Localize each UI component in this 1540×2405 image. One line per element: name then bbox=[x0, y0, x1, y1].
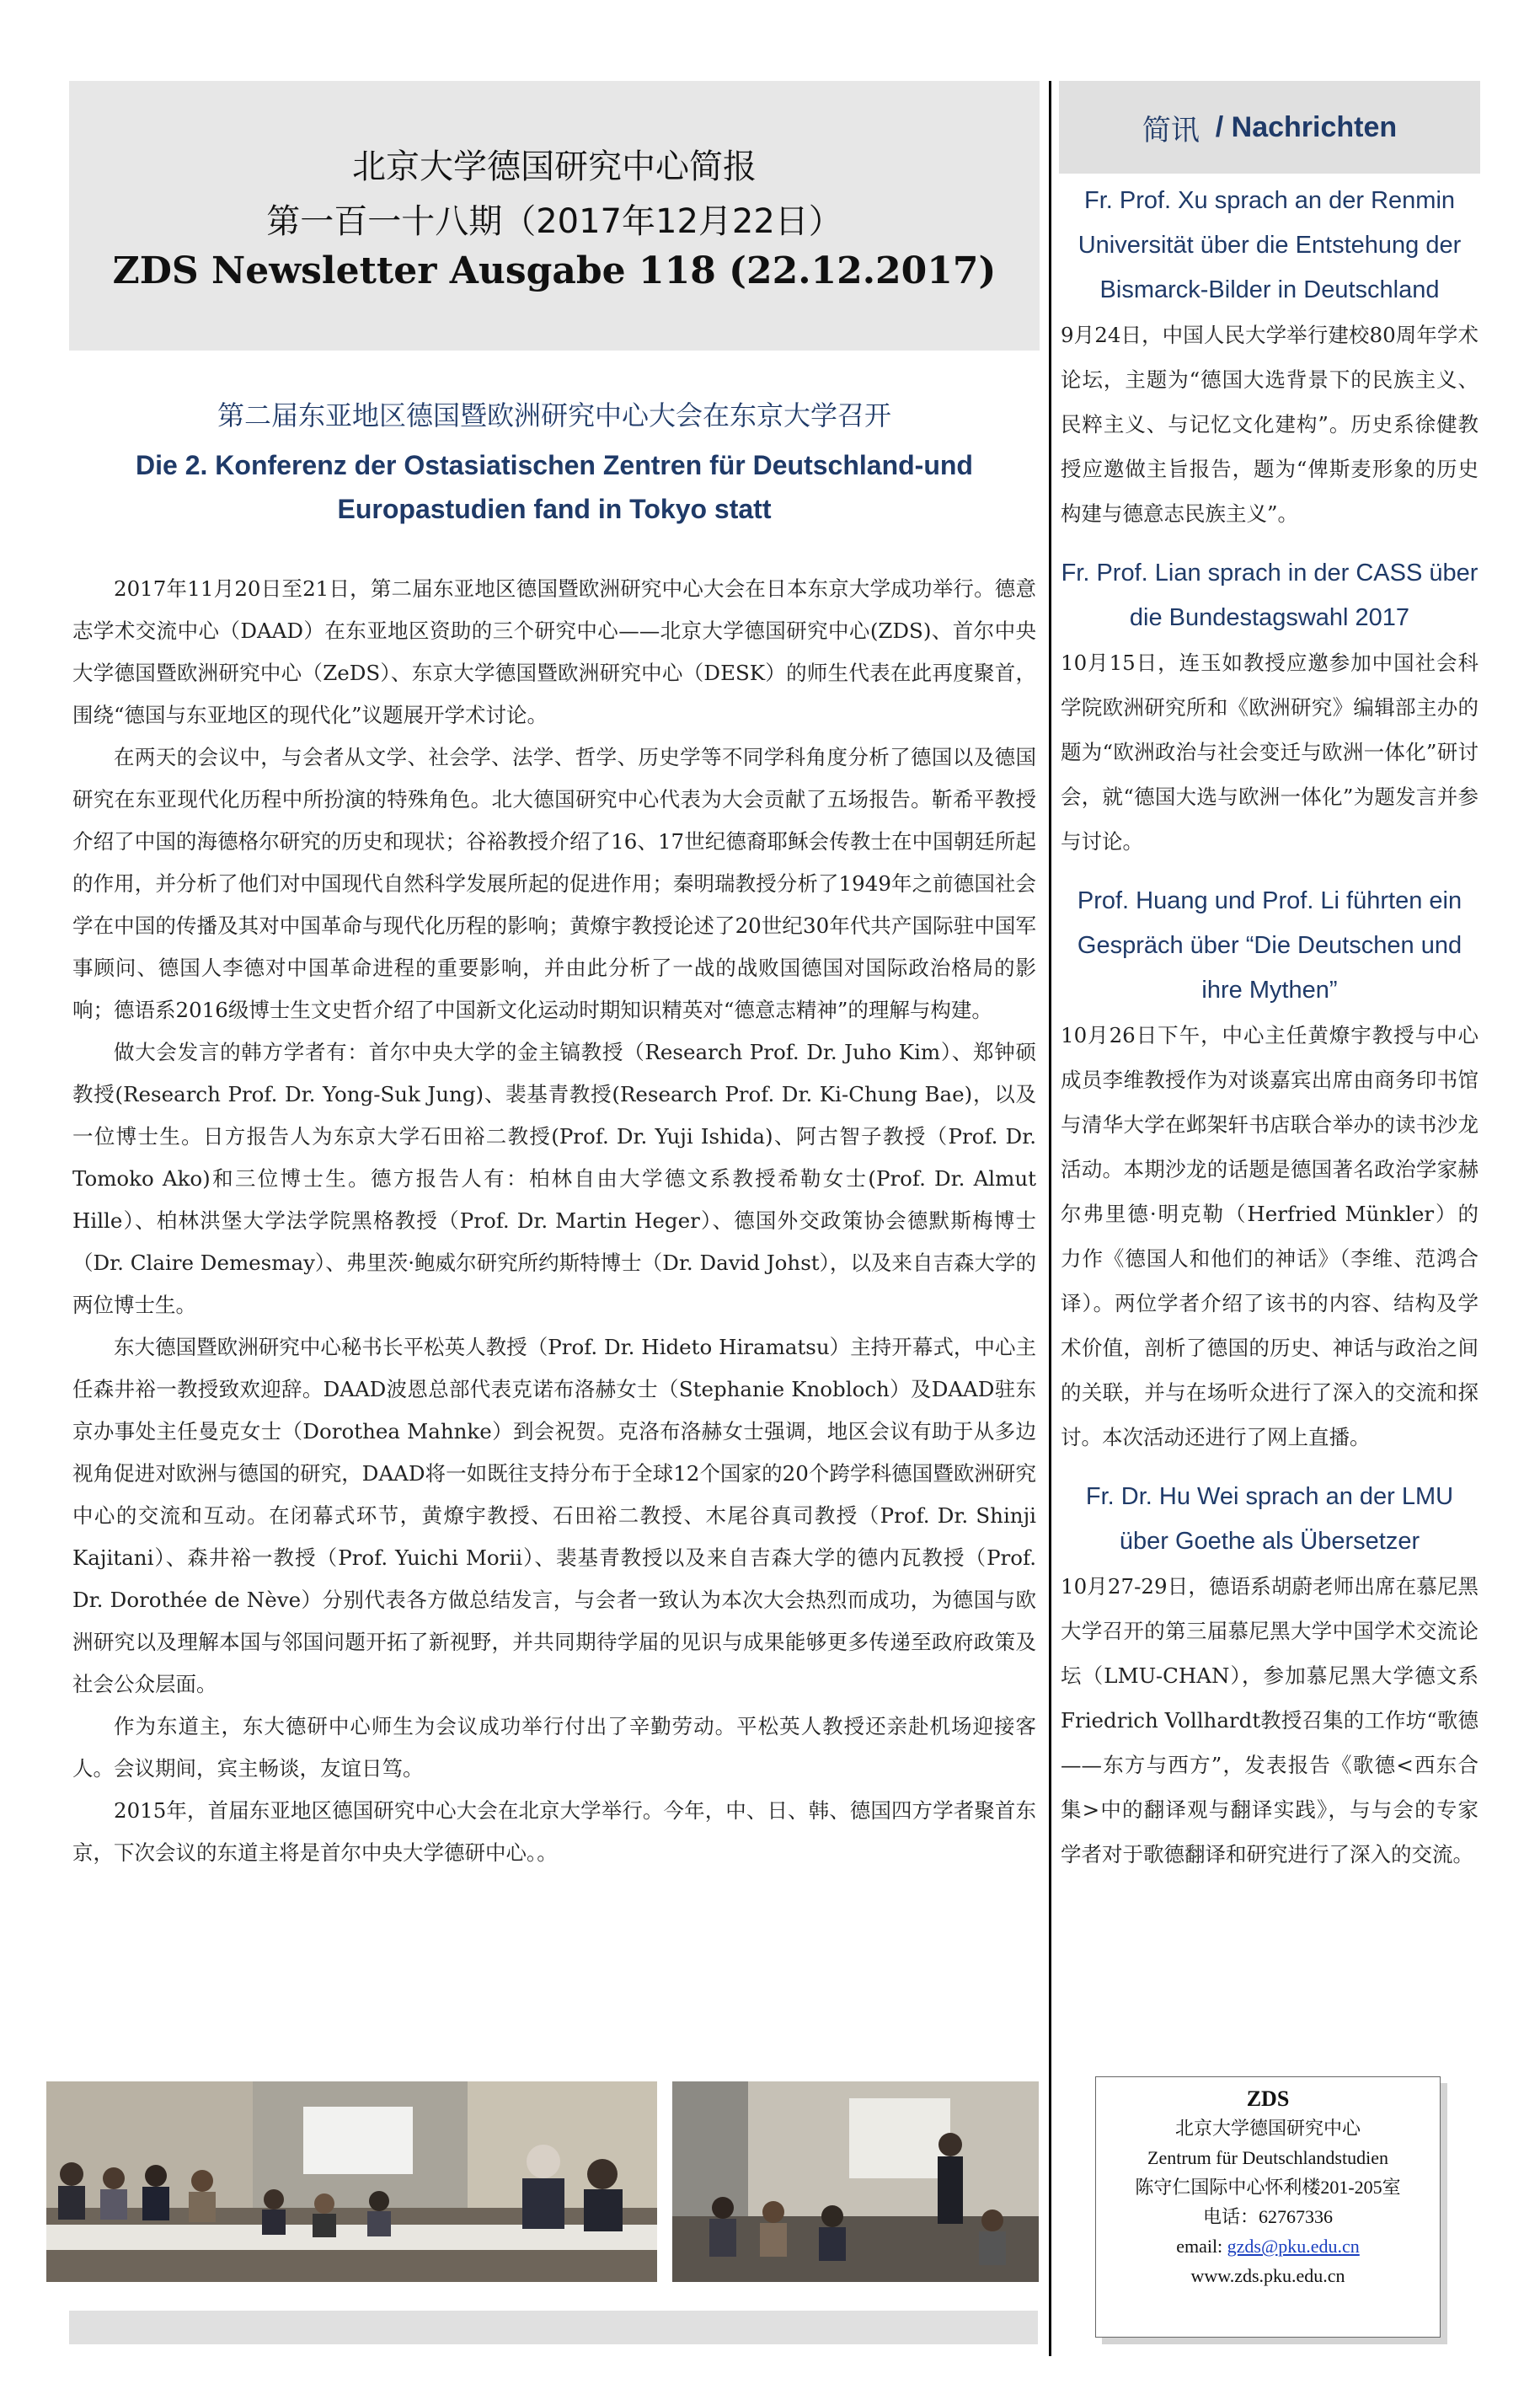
contact-email-link[interactable]: gzds@pku.edu.cn bbox=[1227, 2236, 1360, 2257]
article-paragraph: 作为东道主，东大德研中心师生为会议成功举行付出了辛勤劳动。平松英人教授还亲赴机场迎接客人。会议期间，宾主畅谈，友谊日笃。 bbox=[72, 1714, 1036, 1781]
article-paragraph: 2017年11月20日至21日，第二届东亚地区德国暨欧洲研究中心大会在日本东京大学成功举行。德意志学术交流中心（DAAD）在东亚地区资助的三个研究中心——北京大学德国研究中心(ZDS)、首尔中央大学德国暨欧洲研究中心（ZeDS）、东京大学德国暨欧洲研究中心（DESK）的师生代表在此再度聚首，围绕“德国与东亚地区的现代化”议题展开学术讨论。 bbox=[72, 576, 1036, 727]
conference-photo-collage bbox=[46, 2081, 657, 2282]
news-item bbox=[1059, 1475, 1480, 1877]
contact-phone: 电话：62767336 bbox=[1202, 2206, 1333, 2227]
news-item-body: 10月26日下午，中心主任黄燎宇教授与中心成员李维教授作为对谈嘉宾出席由商务印书馆与清华大学在邺架轩书店联合举办的读书沙龙活动。本期沙龙的话题是德国著名政治学家赫尔弗里德·明克勒（Herfried Münkler）的力作《德国人和他们的神话》（李维、范鸿合译）。两位学者介绍了该书的内容、结构及学术价值，剖析了德国的历史、神话与政治之间的关联，并与在场听众进行了深入的交流和探讨。本次活动还进行了网上直播。 bbox=[1061, 1023, 1479, 1449]
article-paragraph: 在两天的会议中，与会者从文学、社会学、法学、哲学、历史学等不同学科角度分析了德国以及德国研究在东亚现代化历程中所扮演的特殊角色。北大德国研究中心代表为大会贡献了五场报告。靳希平教授介绍了中国的海德格尔研究的历史和现状；谷裕教授介绍了16、17世纪德裔耶稣会传教士在中国朝廷所起的作用，并分析了他们对中国现代自然科学发展所起的促进作用；秦明瑞教授分析了1949年之前德国社会学在中国的传播及其对中国革命与现代化历程的影响；黄燎宇教授论述了20世纪30年代共产国际驻中国军事顾问、德国人李德对中国革命进程的重要影响，并由此分析了一战的战败国德国对国际政治格局的影响；德语系2016级博士生文史哲介绍了中国新文化运动时期知识精英对“德意志精神”的理解与构建。 bbox=[72, 745, 1036, 1022]
newsletter-issue-de: ZDS Newsletter Ausgabe 118 (22.12.2017) bbox=[112, 249, 997, 292]
contact-org-abbr: ZDS bbox=[1246, 2086, 1290, 2111]
conference-photo-collage-image bbox=[46, 2081, 657, 2282]
news-heading bbox=[1059, 81, 1480, 174]
article-title-de: Die 2. Konferenz der Ostasiatischen Zentren für Deutschland-und Europastudien fand in Tokyo statt bbox=[136, 450, 973, 524]
contact-email-label: email: bbox=[1176, 2236, 1227, 2257]
news-item-title: Fr. Prof. Xu sprach an der Renmin Universität über die Entstehung der Bismarck-Bilder in Deutschland bbox=[1077, 187, 1462, 303]
news-item-body: 10月27-29日，德语系胡蔚老师出席在慕尼黑大学召开的第三届慕尼黑大学中国学术交流论坛（LMU-CHAN），参加慕尼黑大学德文系Friedrich Vollhardt教授召集的工作坊“歌德——东方与西方”，发表报告《歌德<西东合集>中的翻译观与翻译实践》，与与会的专家学者对于歌德翻译和研究进行了深入的交流。 bbox=[1061, 1574, 1479, 1867]
top-margin bbox=[0, 0, 1540, 81]
newsletter-issue-cn: 第一百一十八期（2017年12月22日） bbox=[266, 201, 842, 241]
contact-box bbox=[1095, 2076, 1441, 2338]
news-item bbox=[1059, 879, 1480, 1460]
news-item-title: Prof. Huang und Prof. Li führten ein Gespräch über “Die Deutschen und ihre Mythen” bbox=[1077, 887, 1462, 1004]
news-heading-de: / Nachrichten bbox=[1215, 110, 1398, 143]
conference-photos bbox=[46, 2081, 1039, 2282]
news-heading-cn: 简讯 bbox=[1142, 114, 1200, 147]
news-item bbox=[1059, 551, 1480, 864]
main-column bbox=[69, 81, 1040, 1874]
contact-org-cn: 北京大学德国研究中心 bbox=[1174, 2118, 1361, 2139]
news-item-body: 9月24日，中国人民大学举行建校80周年学术论坛，主题为“德国大选背景下的民族主义、民粹主义、与记忆文化建构”。历史系徐健教授应邀做主旨报告，题为“俾斯麦形象的历史构建与德意志民族主义”。 bbox=[1061, 323, 1479, 526]
article-paragraph: 2015年，首届东亚地区德国研究中心大会在北京大学举行。今年，中、日、韩、德国四方学者聚首东京，下次会议的东道主将是首尔中央大学德研中心。。 bbox=[72, 1798, 1036, 1865]
contact-email-line bbox=[1096, 2231, 1440, 2261]
contact-website[interactable]: www.zds.pku.edu.cn bbox=[1190, 2265, 1345, 2286]
footer-bar bbox=[69, 2311, 1038, 2344]
article-body bbox=[69, 568, 1040, 1874]
article-paragraph: 做大会发言的韩方学者有：首尔中央大学的金主镐教授（Research Prof. Dr. Juho Kim）、郑钟硕教授(Research Prof. Dr. Yong-Suk Jung)、裴基青教授(Research Prof. Dr. Ki-Chung Bae)，以及一位博士生。日方报告人为东京大学石田裕二教授(Prof. Dr. Yuji Ishida)、阿古智子教授（Prof. Dr. Tomoko Ako)和三位博士生。德方报告人有：柏林自由大学德文系教授希勒女士(Prof. Dr. Almut Hille）、柏林洪堡大学法学院黑格教授（Prof. Dr. Martin Heger）、德国外交政策协会德默斯梅博士（Dr. Claire Demesmay）、弗里茨·鲍威尔研究所约斯特博士（Dr. David Johst），以及来自吉森大学的两位博士生。 bbox=[72, 1040, 1036, 1317]
news-column bbox=[1059, 81, 1480, 1877]
newsletter-header bbox=[69, 81, 1040, 351]
conference-photo-speaker-image bbox=[672, 2081, 1039, 2282]
news-item-body: 10月15日，连玉如教授应邀参加中国社会科学院欧洲研究所和《欧洲研究》编辑部主办的题为“欧洲政治与社会变迁与欧洲一体化”研讨会，就“德国大选与欧洲一体化”为题发言并参与讨论。 bbox=[1061, 651, 1479, 854]
article-paragraph: 东大德国暨欧洲研究中心秘书长平松英人教授（Prof. Dr. Hideto Hiramatsu）主持开幕式，中心主任森井裕一教授致欢迎辞。DAAD波恩总部代表克诺布洛赫女士（Stephanie Knobloch）及DAAD驻东京办事处主任曼克女士（Dorothea Mahnke）到会祝贺。克洛布洛赫女士强调，地区会议有助于从多边视角促进对欧洲与德国的研究，DAAD将一如既往支持分布于全球12个国家的20个跨学科德国暨欧洲研究中心的交流和互动。在闭幕式环节，黄燎宇教授、石田裕二教授、木尾谷真司教授（Prof. Dr. Shinji Kajitani）、森井裕一教授（Prof. Yuichi Morii）、裴基青教授以及来自吉森大学的德内瓦教授（Prof. Dr. Dorothée de Nève）分别代表各方做总结发言，与会者一致认为本次大会热烈而成功，为德国与欧洲研究以及理解本国与邻国问题开拓了新视野，并共同期待学届的见识与成果能够更多传递至政府政策及社会公众层面。 bbox=[72, 1335, 1036, 1696]
news-item-title: Fr. Dr. Hu Wei sprach an der LMU über Goethe als Übersetzer bbox=[1085, 1483, 1454, 1555]
news-item-title: Fr. Prof. Lian sprach in der CASS über die Bundestagswahl 2017 bbox=[1061, 560, 1479, 631]
newsletter-title-cn: 北京大学德国研究中心简报 bbox=[352, 147, 757, 186]
conference-photo-speaker bbox=[672, 2081, 1039, 2282]
article-heading bbox=[69, 394, 1040, 531]
contact-org-de: Zentrum für Deutschlandstudien bbox=[1147, 2147, 1388, 2168]
contact-address: 陈守仁国际中心怀利楼201-205室 bbox=[1135, 2177, 1401, 2198]
column-divider bbox=[1049, 81, 1051, 2356]
news-item bbox=[1059, 179, 1480, 536]
article-title-cn: 第二届东亚地区德国暨欧洲研究中心大会在东京大学召开 bbox=[217, 399, 891, 431]
